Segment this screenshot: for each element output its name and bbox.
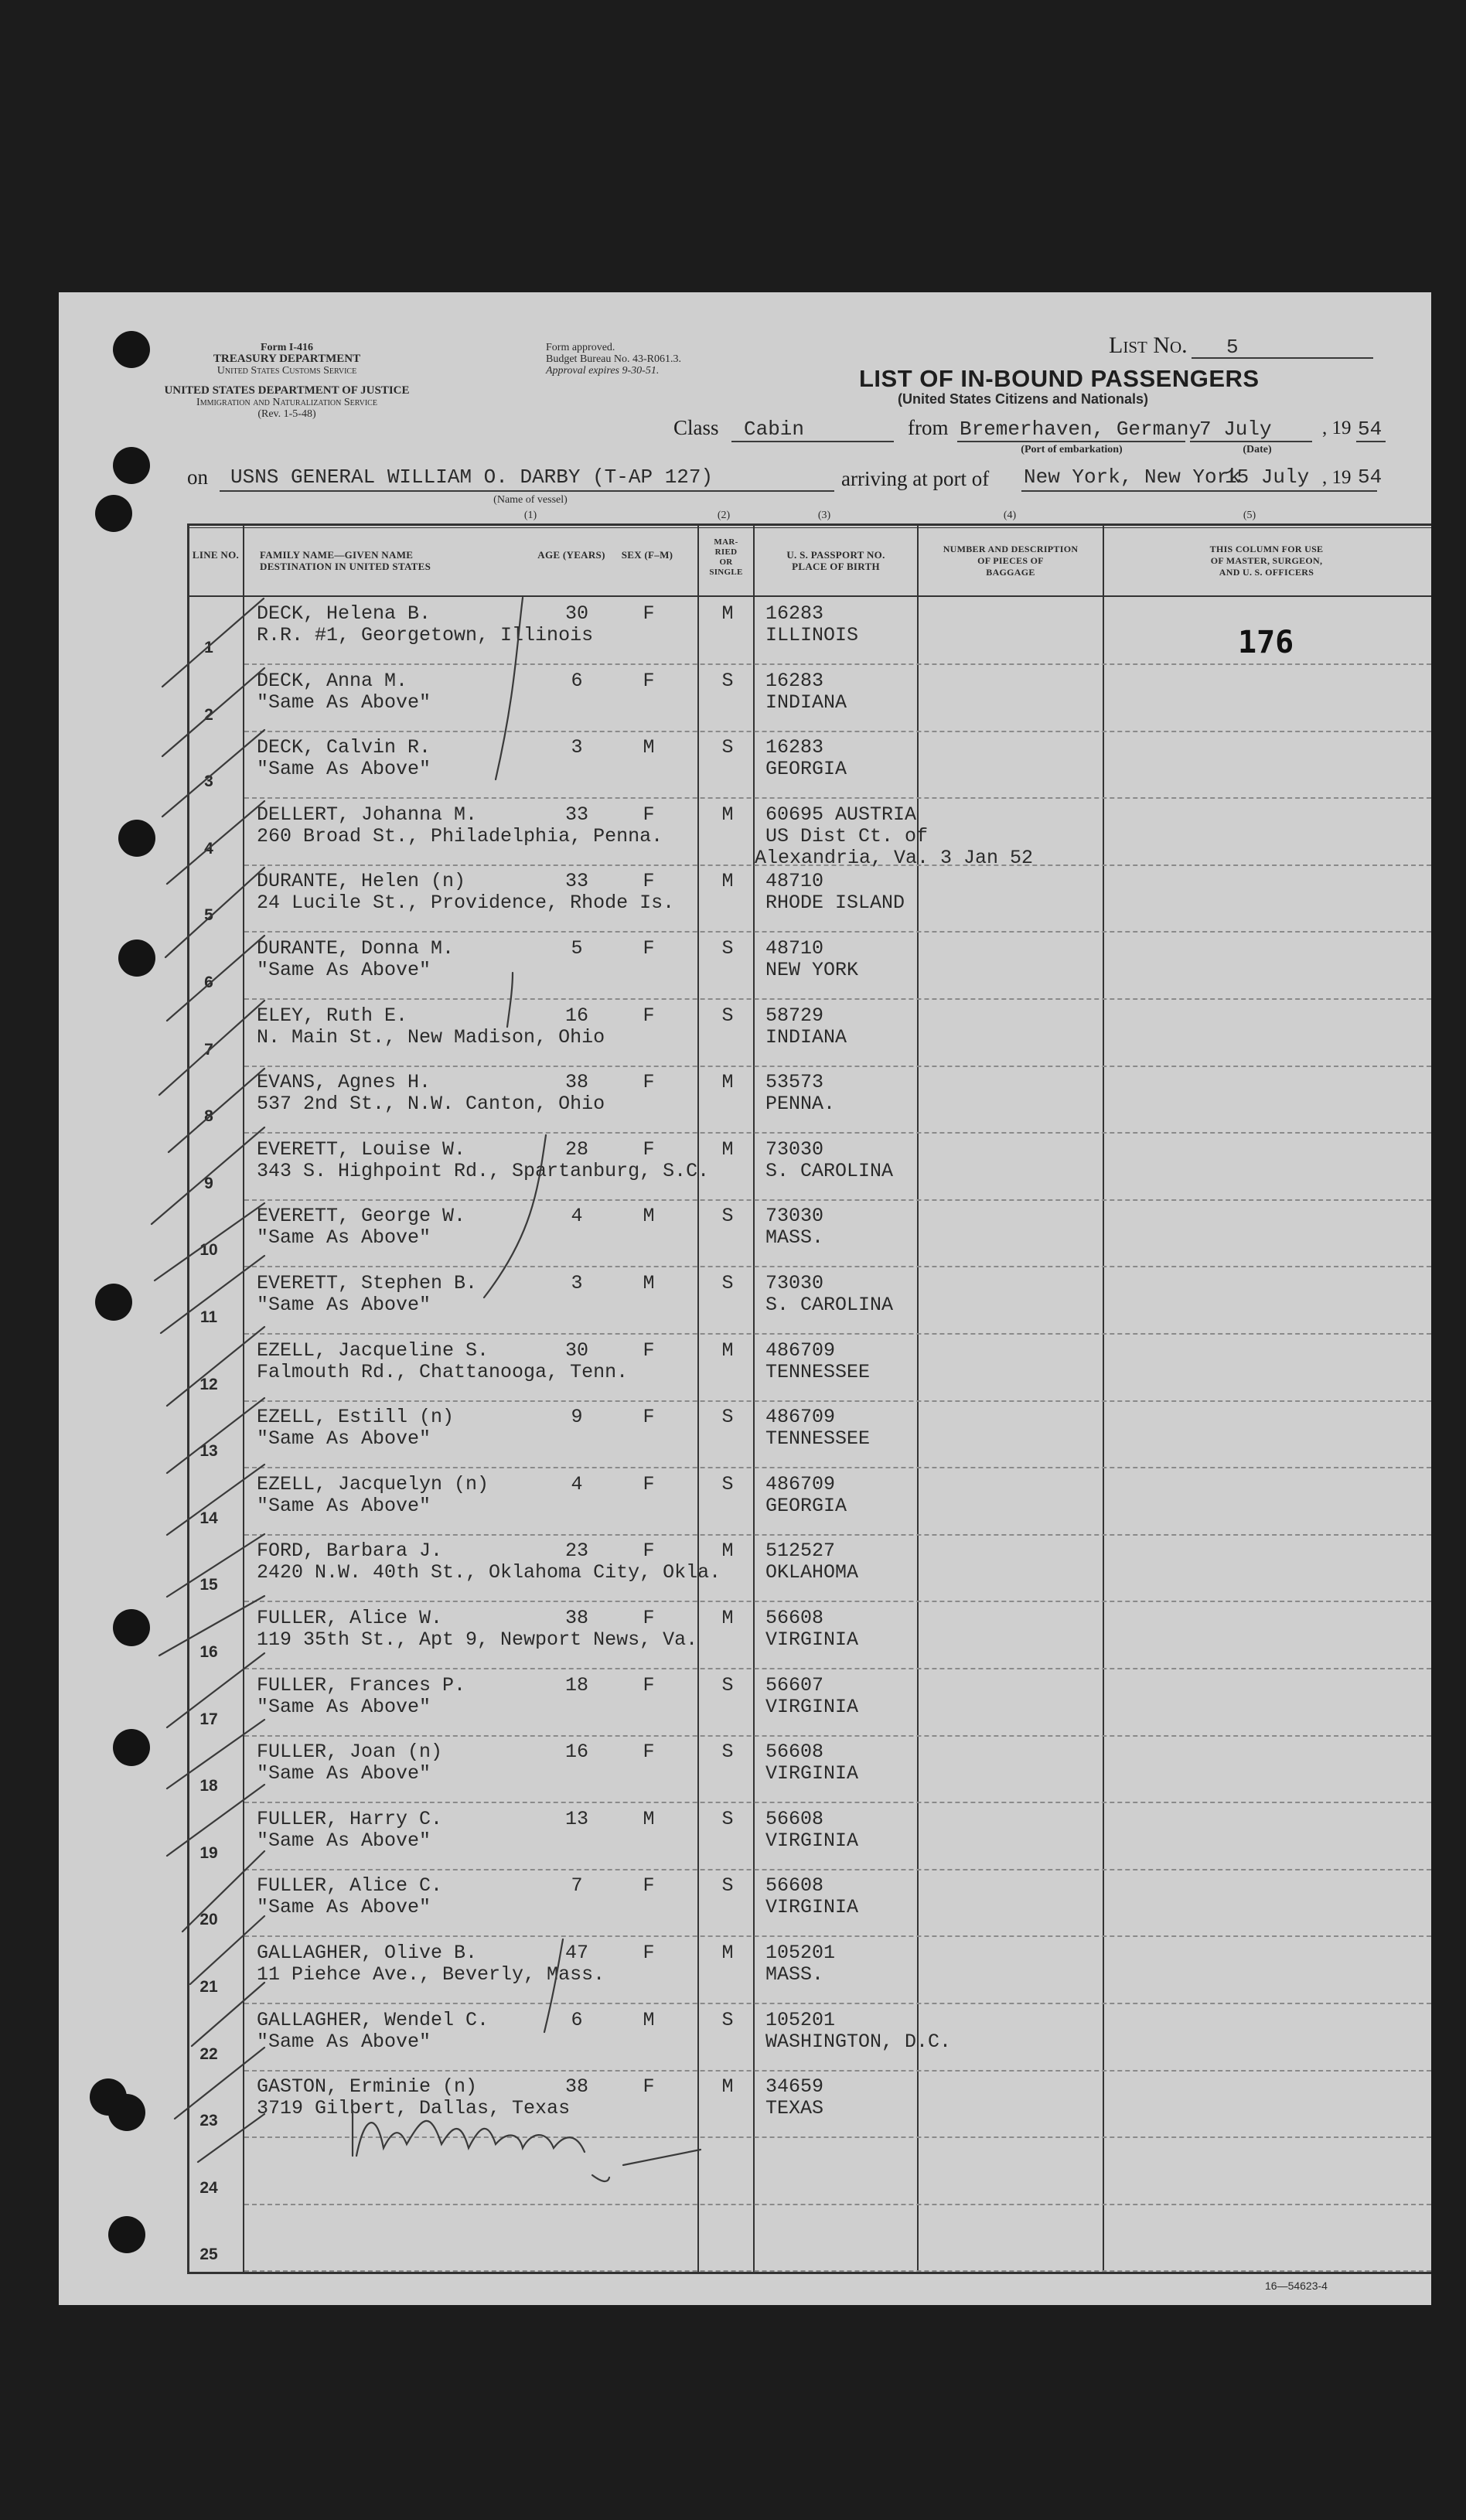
passport-number: 56608	[765, 1874, 824, 1898]
passenger-name: FULLER, Joan (n)	[257, 1741, 443, 1764]
marital-status: M	[721, 1071, 734, 1094]
marital-status: S	[721, 669, 734, 692]
marital-status: S	[721, 736, 734, 759]
passenger-name: FULLER, Frances P.	[257, 1673, 466, 1696]
page-stamp-number: 176	[1238, 625, 1294, 660]
place-of-birth: US Dist Ct. of	[765, 824, 929, 847]
marital-status: M	[721, 803, 734, 826]
age: 16	[564, 1004, 588, 1027]
line-number: 20	[199, 1911, 218, 1929]
destination: "Same As Above"	[257, 1762, 431, 1785]
marital-status: M	[721, 602, 734, 625]
destination: Falmouth Rd., Chattanooga, Tenn.	[257, 1360, 629, 1383]
marital-status: S	[721, 1004, 734, 1027]
age: 4	[571, 1205, 583, 1228]
place-of-birth: S. CAROLINA	[765, 1294, 894, 1316]
passport-number: 73030	[765, 1205, 824, 1228]
sex: F	[643, 1004, 655, 1027]
place-of-birth: VIRGINIA	[765, 1896, 859, 1919]
marital-status: M	[721, 1137, 734, 1161]
col-header-line-no: LINE NO.	[192, 549, 240, 561]
passport-number: 486709	[765, 1338, 836, 1362]
age: 30	[564, 1338, 588, 1362]
approval-line: Budget Bureau No. 43-R061.3.	[546, 353, 681, 365]
sex: F	[643, 1741, 655, 1764]
arrival-port: New York, New York	[1024, 465, 1241, 489]
passenger-name: ELEY, Ruth E.	[257, 1004, 408, 1027]
age: 4	[571, 1472, 583, 1495]
passport-number: 486709	[765, 1406, 836, 1429]
embarkation-year: 54	[1358, 418, 1382, 441]
place-of-birth: RHODE ISLAND	[765, 892, 905, 915]
passport-number: 486709	[765, 1472, 836, 1495]
sex: F	[643, 1071, 655, 1094]
line-number: 4	[204, 839, 213, 858]
line-number: 15	[199, 1576, 218, 1594]
sex: M	[643, 1807, 655, 1830]
line-number: 12	[199, 1375, 218, 1393]
place-of-birth: GEORGIA	[765, 758, 847, 781]
place-of-birth: VIRGINIA	[765, 1695, 859, 1718]
age: 3	[571, 1272, 583, 1294]
col-header-age: AGE (YEARS)	[537, 549, 605, 561]
marital-status: M	[721, 1942, 734, 1964]
marital-status: M	[721, 1607, 734, 1629]
passenger-name: EZELL, Estill (n)	[257, 1406, 455, 1429]
arrival-year: 54	[1358, 465, 1382, 489]
place-of-birth: VIRGINIA	[765, 1762, 859, 1785]
age: 7	[571, 1874, 583, 1898]
destination: "Same As Above"	[257, 1294, 431, 1316]
passport-number: 53573	[765, 1071, 824, 1094]
place-of-birth: INDIANA	[765, 691, 847, 714]
sex: F	[643, 1137, 655, 1161]
marital-status: S	[721, 1874, 734, 1898]
destination: 537 2nd St., N.W. Canton, Ohio	[257, 1093, 605, 1116]
embarkation-port: Bremerhaven, Germany	[960, 418, 1202, 441]
sex: F	[643, 870, 655, 893]
passenger-name: FULLER, Alice C.	[257, 1874, 443, 1898]
sex: F	[643, 1472, 655, 1495]
destination: 2420 N.W. 40th St., Oklahoma City, Okla.	[257, 1561, 721, 1584]
from-label: from	[908, 416, 949, 439]
place-of-birth: GEORGIA	[765, 1494, 847, 1517]
place-of-birth: MASS.	[765, 1963, 824, 1986]
destination: "Same As Above"	[257, 1829, 431, 1852]
line-number: 23	[199, 2112, 218, 2130]
class-value: Cabin	[744, 418, 805, 441]
line-number: 24	[199, 2178, 218, 2197]
sex: F	[643, 1338, 655, 1362]
col-header-married: MAR- RIED OR SINGLE	[709, 537, 743, 577]
marital-status: M	[721, 1540, 734, 1563]
line-number: 9	[204, 1174, 213, 1192]
on-label: on	[187, 465, 208, 489]
sex: F	[643, 1406, 655, 1429]
column-number: (4)	[1003, 510, 1017, 521]
line-number: 22	[199, 2044, 218, 2063]
sex: M	[643, 736, 655, 759]
passport-number: 73030	[765, 1137, 824, 1161]
place-of-birth: INDIANA	[765, 1025, 847, 1049]
col-header-officers: THIS COLUMN FOR USE OF MASTER, SURGEON, AND U. S. OFFICERS	[1209, 544, 1324, 578]
passenger-name: DECK, Anna M.	[257, 669, 408, 692]
passport-number: 16283	[765, 602, 824, 625]
form-subtitle: (United States Citizens and Nationals)	[898, 391, 1149, 407]
justice-department: UNITED STATES DEPARTMENT OF JUSTICE	[164, 384, 410, 397]
place-of-birth: VIRGINIA	[765, 1628, 859, 1651]
sex: F	[643, 937, 655, 960]
passport-number: 60695 AUSTRIA	[765, 803, 917, 826]
form-code: 16—54623-4	[1265, 2280, 1328, 2292]
col-header-sex: SEX (F–M)	[621, 549, 673, 561]
place-of-birth: S. CAROLINA	[765, 1159, 894, 1182]
age: 47	[564, 1942, 588, 1964]
sex: F	[643, 669, 655, 692]
class-label: Class	[673, 416, 719, 439]
destination: "Same As Above"	[257, 758, 431, 781]
list-no-value: 5	[1226, 336, 1239, 359]
place-of-birth: TENNESSEE	[765, 1360, 871, 1383]
age: 16	[564, 1741, 588, 1764]
form-number: Form I-416	[260, 342, 314, 353]
place-of-birth: PENNA.	[765, 1093, 836, 1116]
destination: "Same As Above"	[257, 1494, 431, 1517]
form-title: LIST OF IN-BOUND PASSENGERS	[859, 365, 1260, 392]
sex: M	[643, 1205, 655, 1228]
column-number: (1)	[523, 510, 537, 521]
marital-status: M	[721, 1338, 734, 1362]
line-number: 21	[199, 1978, 218, 1996]
date-prefix: , 19	[1322, 467, 1352, 488]
passenger-name: DECK, Helena B.	[257, 602, 431, 625]
place-of-birth: ILLINOIS	[765, 624, 859, 646]
passenger-list-sheet	[59, 292, 1431, 2305]
port-caption: (Port of embarkation)	[1021, 444, 1123, 455]
place-of-birth: TEXAS	[765, 2097, 824, 2120]
place-of-birth: NEW YORK	[765, 959, 859, 981]
col-header-passport: U. S. PASSPORT NO. PLACE OF BIRTH	[786, 549, 885, 572]
line-number: 10	[199, 1241, 218, 1260]
line-number: 8	[204, 1107, 213, 1126]
vessel-caption: (Name of vessel)	[493, 494, 568, 506]
passenger-name: FORD, Barbara J.	[257, 1540, 443, 1563]
marital-status: S	[721, 2008, 734, 2031]
line-number: 11	[199, 1308, 218, 1326]
passport-number: 56608	[765, 1741, 824, 1764]
passport-number: 16283	[765, 669, 824, 692]
passenger-name: EZELL, Jacqueline S.	[257, 1338, 489, 1362]
destination: "Same As Above"	[257, 691, 431, 714]
passport-number: 73030	[765, 1272, 824, 1294]
line-number: 14	[199, 1509, 218, 1527]
age: 30	[564, 602, 588, 625]
passenger-name: DURANTE, Helen (n)	[257, 870, 466, 893]
place-of-birth-extra: Alexandria, Va. 3 Jan 52	[755, 846, 1034, 869]
place-of-birth: TENNESSEE	[765, 1427, 871, 1451]
line-number: 13	[199, 1442, 218, 1461]
age: 13	[564, 1807, 588, 1830]
column-number: (5)	[1243, 510, 1256, 521]
arrival-date: 15 July	[1225, 465, 1310, 489]
line-number: 16	[199, 1643, 218, 1661]
approval-line: Form approved.	[546, 342, 615, 353]
age: 9	[571, 1406, 583, 1429]
marital-status: S	[721, 1807, 734, 1830]
passenger-name: EVERETT, Louise W.	[257, 1137, 466, 1161]
passport-number: 56608	[765, 1607, 824, 1629]
age: 38	[564, 1607, 588, 1629]
destination: 343 S. Highpoint Rd., Spartanburg, S.C.	[257, 1159, 710, 1182]
line-number: 18	[199, 1777, 218, 1795]
passenger-name: GALLAGHER, Olive B.	[257, 1942, 478, 1964]
destination: "Same As Above"	[257, 2030, 431, 2053]
destination: "Same As Above"	[257, 1226, 431, 1250]
passport-number: 105201	[765, 1942, 836, 1964]
sex: M	[643, 1272, 655, 1294]
place-of-birth: OKLAHOMA	[765, 1561, 859, 1584]
passenger-name: EVERETT, Stephen B.	[257, 1272, 478, 1294]
passport-number: 56608	[765, 1807, 824, 1830]
passport-number: 58729	[765, 1004, 824, 1027]
passport-number: 48710	[765, 937, 824, 960]
date-caption: (Date)	[1243, 444, 1272, 455]
col-header-name: FAMILY NAME—GIVEN NAME DESTINATION IN UNITED STATES	[260, 549, 431, 572]
list-no-label: List No.	[1109, 332, 1188, 358]
revision: (Rev. 1-5-48)	[257, 408, 316, 420]
sex: F	[643, 1540, 655, 1563]
embarkation-date: 7 July	[1199, 418, 1272, 441]
age: 6	[571, 2008, 583, 2031]
approval-line: Approval expires 9-30-51.	[546, 365, 660, 377]
treasury-department: TREASURY DEPARTMENT	[213, 353, 361, 365]
marital-status: S	[721, 1673, 734, 1696]
sex: F	[643, 1942, 655, 1964]
marital-status: S	[721, 1406, 734, 1429]
destination: "Same As Above"	[257, 1427, 431, 1451]
age: 3	[571, 736, 583, 759]
destination: 260 Broad St., Philadelphia, Penna.	[257, 824, 663, 847]
destination: 3719 Gilbert, Dallas, Texas	[257, 2097, 571, 2120]
age: 28	[564, 1137, 588, 1161]
marital-status: S	[721, 1272, 734, 1294]
place-of-birth: VIRGINIA	[765, 1829, 859, 1852]
passport-number: 16283	[765, 736, 824, 759]
marital-status: M	[721, 2075, 734, 2099]
destination: 119 35th St., Apt 9, Newport News, Va.	[257, 1628, 698, 1651]
destination: 11 Piehce Ave., Beverly, Mass.	[257, 1963, 605, 1986]
line-number: 7	[204, 1040, 213, 1059]
age: 38	[564, 2075, 588, 2099]
passenger-name: DURANTE, Donna M.	[257, 937, 455, 960]
customs-service: United States Customs Service	[216, 365, 357, 377]
passenger-name: FULLER, Harry C.	[257, 1807, 443, 1830]
passenger-name: DECK, Calvin R.	[257, 736, 431, 759]
marital-status: S	[721, 1205, 734, 1228]
passport-number: 34659	[765, 2075, 824, 2099]
destination: "Same As Above"	[257, 1695, 431, 1718]
line-number: 5	[204, 906, 213, 925]
destination: "Same As Above"	[257, 1896, 431, 1919]
column-number: (3)	[817, 510, 831, 521]
line-number: 3	[204, 772, 213, 791]
date-prefix: , 19	[1322, 418, 1352, 438]
sex: M	[643, 2008, 655, 2031]
arriving-label: arriving at port of	[841, 467, 990, 490]
check-marks	[59, 292, 1431, 2305]
place-of-birth: MASS.	[765, 1226, 824, 1250]
age: 33	[564, 803, 588, 826]
column-number: (2)	[717, 510, 731, 521]
line-number: 19	[199, 1843, 218, 1862]
passport-number: 105201	[765, 2008, 836, 2031]
age: 38	[564, 1071, 588, 1094]
passenger-name: GASTON, Erminie (n)	[257, 2075, 478, 2099]
age: 18	[564, 1673, 588, 1696]
passenger-name: EVANS, Agnes H.	[257, 1071, 431, 1094]
line-number: 6	[204, 974, 213, 991]
line-number: 25	[199, 2245, 218, 2264]
destination: "Same As Above"	[257, 959, 431, 981]
sex: F	[643, 1607, 655, 1629]
place-of-birth: WASHINGTON, D.C.	[765, 2030, 952, 2053]
marital-status: S	[721, 1741, 734, 1764]
line-number: 2	[204, 705, 213, 724]
destination: N. Main St., New Madison, Ohio	[257, 1025, 605, 1049]
passport-number: 48710	[765, 870, 824, 893]
sex: F	[643, 803, 655, 826]
sex: F	[643, 1874, 655, 1898]
line-number: 1	[204, 639, 213, 656]
destination: 24 Lucile St., Providence, Rhode Is.	[257, 892, 675, 915]
marital-status: S	[721, 1472, 734, 1495]
marital-status: S	[721, 937, 734, 960]
vessel-name: USNS GENERAL WILLIAM O. DARBY (T-AP 127)	[230, 465, 714, 489]
passenger-name: EVERETT, George W.	[257, 1205, 466, 1228]
age: 5	[571, 937, 583, 960]
sex: F	[643, 602, 655, 625]
age: 23	[564, 1540, 588, 1563]
destination: R.R. #1, Georgetown, Illinois	[257, 624, 594, 646]
passenger-name: DELLERT, Johanna M.	[257, 803, 478, 826]
age: 6	[571, 669, 583, 692]
passport-number: 56607	[765, 1673, 824, 1696]
sex: F	[643, 2075, 655, 2099]
line-number: 17	[199, 1710, 218, 1728]
passenger-name: FULLER, Alice W.	[257, 1607, 443, 1629]
passenger-name: EZELL, Jacquelyn (n)	[257, 1472, 489, 1495]
marital-status: M	[721, 870, 734, 893]
col-header-baggage: NUMBER AND DESCRIPTION OF PIECES OF BAGGAGE	[943, 544, 1079, 578]
ins-service: Immigration and Naturalization Service	[196, 397, 377, 408]
age: 33	[564, 870, 588, 893]
passport-number: 512527	[765, 1540, 836, 1563]
passenger-name: GALLAGHER, Wendel C.	[257, 2008, 489, 2031]
sex: F	[643, 1673, 655, 1696]
